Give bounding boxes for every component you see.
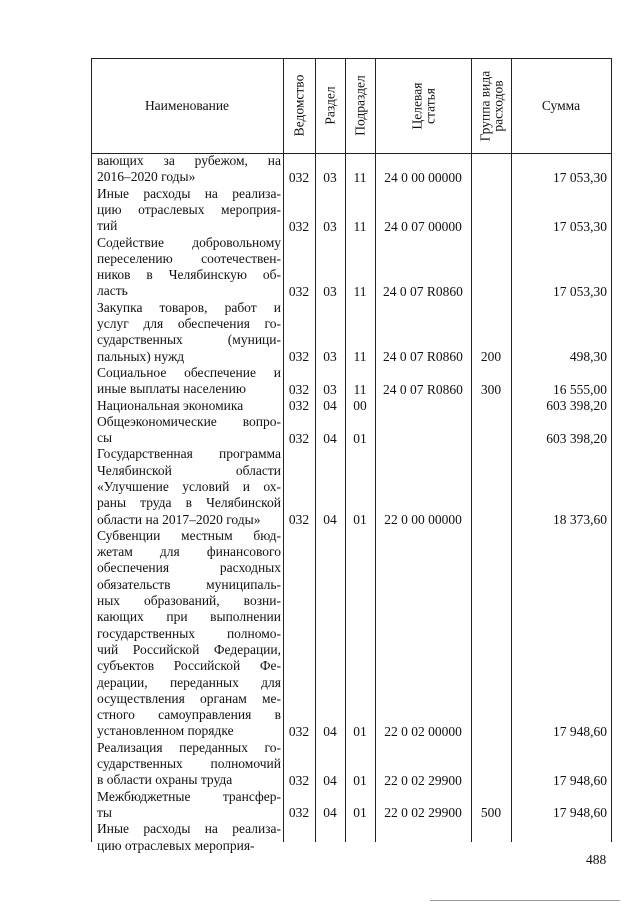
cell-department: 032: [288, 805, 310, 821]
cell-department: 032: [288, 349, 310, 365]
row-name-line: сы: [97, 430, 113, 446]
cell-target: 22 0 02 29900: [384, 772, 462, 788]
row-name-line: тий: [97, 218, 118, 234]
cell-department: 032: [288, 169, 310, 185]
cell-sum: 17 948,60: [553, 772, 607, 788]
row-name-line: сударственных (муници-: [97, 332, 281, 348]
cell-section: 04: [323, 805, 337, 821]
cell-subsection: 01: [353, 723, 367, 739]
row-name: [97, 300, 281, 365]
row-name-line: чий Российской Федерации,: [97, 641, 281, 657]
row-name-line: Субвенции местным бюд-: [97, 527, 281, 543]
row-name-line: Государственная программа: [97, 446, 281, 462]
row-name-line: в области охраны труда: [97, 772, 233, 788]
header-name: [91, 58, 283, 153]
cell-sum: 16 555,00: [553, 381, 607, 397]
row-name-line: Социальное обеспечение и: [97, 364, 281, 380]
cell-sum: 17 948,60: [553, 805, 607, 821]
cell-group: 500: [480, 805, 502, 821]
cell-sum: 498,30: [569, 349, 607, 365]
row-name: [97, 821, 281, 854]
cell-group: 300: [480, 381, 502, 397]
row-name-line: осуществления органам ме-: [97, 690, 281, 706]
cell-section: 04: [323, 430, 337, 446]
row-name-line: цию отраслевых мероприя-: [97, 837, 255, 853]
cell-subsection: 11: [353, 349, 367, 365]
cell-sum: 17 948,60: [553, 723, 607, 739]
header-department-label: Ведомство: [291, 74, 307, 137]
row-name: [97, 365, 281, 398]
row-name-line: 2016–2020 годы»: [97, 169, 196, 185]
row-name-line: Содействие добровольному: [97, 234, 281, 250]
row-name-line: Иные расходы на реализа-: [97, 821, 281, 837]
page-number: 488: [586, 852, 607, 867]
row-name: [97, 446, 281, 527]
row-name-line: вающих за рубежом, на: [97, 153, 281, 168]
cell-section: 03: [323, 349, 337, 365]
cell-department: 032: [288, 381, 310, 397]
row-name-line: переселению соотечествен-: [97, 250, 281, 266]
cell-subsection: 11: [353, 218, 367, 234]
col-border: [471, 58, 472, 842]
cell-target: 24 0 07 R0860: [383, 283, 463, 299]
row-name: [97, 414, 281, 447]
row-name-line: субъектов Российской Фе-: [97, 658, 281, 674]
row-name: [97, 740, 281, 789]
cell-section: 03: [323, 283, 337, 299]
row-name: [97, 528, 281, 740]
row-name-line: ных образований, возни-: [97, 593, 281, 609]
row-name: [97, 789, 281, 822]
row-name-line: Реализация переданных го-: [97, 739, 281, 755]
cell-department: 032: [288, 398, 310, 413]
cell-section: 04: [323, 772, 337, 788]
row-name-line: услуг для обеспечения го-: [97, 315, 281, 331]
cell-section: 03: [323, 218, 337, 234]
header-group-line2: расходов: [490, 79, 505, 132]
cell-department: 032: [288, 430, 310, 446]
cell-section: 04: [323, 723, 337, 739]
cell-subsection: 00: [353, 398, 367, 413]
row-name-line: стного самоуправления в: [97, 707, 281, 723]
row-name-line: Закупка товаров, работ и: [97, 299, 281, 315]
row-name: [97, 153, 281, 186]
header-group: [471, 58, 511, 153]
cell-sum: 17 053,30: [553, 218, 607, 234]
row-name-line: установленном порядке: [97, 723, 234, 739]
header-target-line2: статья: [422, 87, 437, 124]
header-sum-label: Сумма: [541, 97, 581, 113]
footer-rule: [430, 900, 620, 901]
cell-section: 03: [323, 169, 337, 185]
cell-sum: 18 373,60: [553, 512, 607, 528]
cell-subsection: 01: [353, 512, 367, 528]
row-name-line: Национальная экономика: [97, 397, 244, 413]
cell-subsection: 11: [353, 381, 367, 397]
cell-subsection: 11: [353, 169, 367, 185]
row-name-line: жетам для финансового: [97, 544, 281, 560]
row-name-line: Общеэкономические вопро-: [97, 413, 281, 429]
cell-subsection: 01: [353, 772, 367, 788]
row-name-line: раны труда в Челябинской: [97, 495, 281, 511]
row-name-line: кающих при выполнении: [97, 609, 281, 625]
row-name: [97, 398, 281, 414]
cell-target: 22 0 02 29900: [384, 805, 462, 821]
cell-sum: 17 053,30: [553, 169, 607, 185]
cell-department: 032: [288, 512, 310, 528]
row-name-line: Иные расходы на реализа-: [97, 185, 281, 201]
row-name-line: области на 2017–2020 годы»: [97, 511, 261, 527]
cell-department: 032: [288, 283, 310, 299]
cell-target: 24 0 07 00000: [384, 218, 462, 234]
cell-sum: 603 398,20: [546, 398, 607, 413]
row-name-line: ников в Челябинскую об-: [97, 267, 281, 283]
row-name-line: ты: [97, 804, 112, 820]
cell-target: 24 0 00 00000: [384, 169, 462, 185]
cell-section: 04: [323, 398, 337, 413]
header-section: [315, 58, 345, 153]
row-name-line: государственных полномо-: [97, 625, 281, 641]
row-name-line: Челябинской области: [97, 462, 281, 478]
col-border: [91, 58, 92, 842]
header-department: [283, 58, 315, 153]
budget-table: [91, 58, 612, 853]
header-name-label: Наименование: [144, 97, 230, 113]
header-subsection-label: Подраздел: [352, 75, 368, 136]
row-name-line: пальных) нужд: [97, 348, 185, 364]
row-name-line: Межбюджетные трансфер-: [97, 788, 281, 804]
header-target-line1: Целевая: [409, 82, 424, 129]
header-group-line1: Группа вида: [477, 70, 492, 141]
row-name-line: обязательств муниципаль-: [97, 576, 281, 592]
cell-section: 03: [323, 381, 337, 397]
row-name: [97, 235, 281, 300]
cell-sum: 603 398,20: [546, 430, 607, 446]
cell-target: 24 0 07 R0860: [383, 381, 463, 397]
cell-sum: 17 053,30: [553, 283, 607, 299]
cell-section: 04: [323, 512, 337, 528]
header-sum: [511, 58, 611, 153]
cell-target: 22 0 02 00000: [384, 723, 462, 739]
row-name-line: дерации, переданных для: [97, 674, 281, 690]
cell-subsection: 11: [353, 283, 367, 299]
col-border: [611, 58, 612, 842]
row-name-line: цию отраслевых мероприя-: [97, 201, 281, 217]
cell-department: 032: [288, 218, 310, 234]
row-name-line: ласть: [97, 283, 128, 299]
cell-target: 24 0 07 R0860: [383, 349, 463, 365]
row-name-line: «Улучшение условий и ох-: [97, 478, 281, 494]
header-subsection: [345, 58, 375, 153]
cell-subsection: 01: [353, 430, 367, 446]
row-name-line: обеспечения расходных: [97, 560, 281, 576]
row-name: [97, 186, 281, 235]
cell-department: 032: [288, 772, 310, 788]
row-name-line: иные выплаты населению: [97, 381, 246, 397]
header-section-label: Раздел: [322, 86, 338, 125]
header-group-label: [478, 70, 504, 141]
row-name-line: сударственных полномочий: [97, 756, 281, 772]
cell-target: 22 0 00 00000: [384, 512, 462, 528]
header-target-label: [410, 82, 436, 129]
header-target: [375, 58, 471, 153]
cell-department: 032: [288, 723, 310, 739]
cell-group: 200: [480, 349, 502, 365]
cell-subsection: 01: [353, 805, 367, 821]
